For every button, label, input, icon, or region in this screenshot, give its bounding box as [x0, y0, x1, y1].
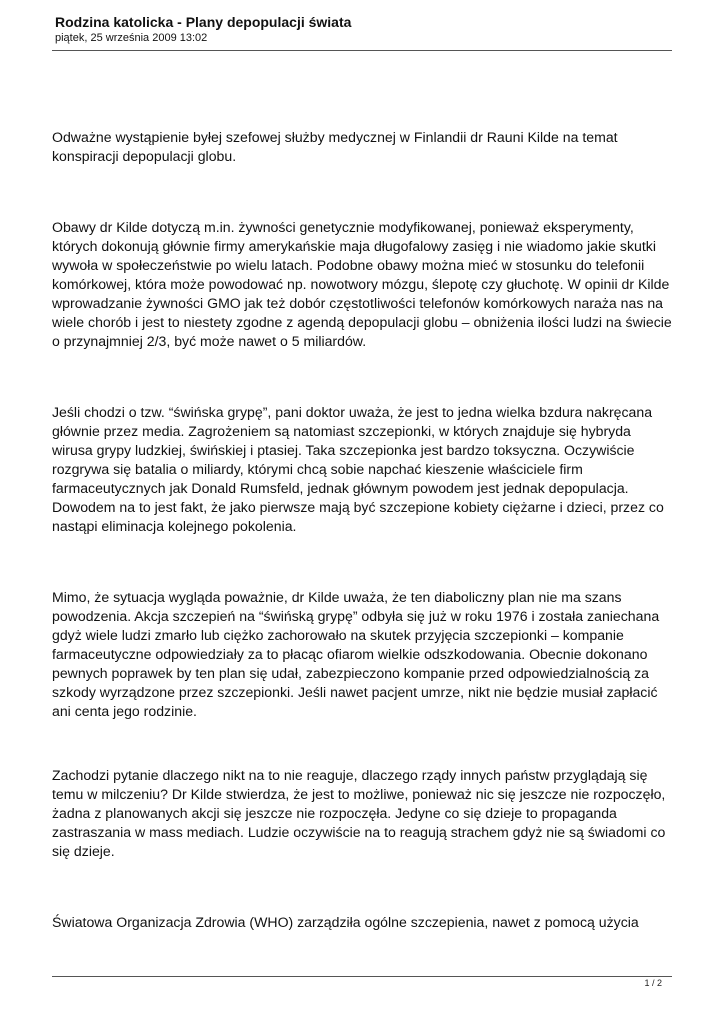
- paragraph-intro: Odważne wystąpienie byłej szefowej służby medycznej w Finlandii dr Rauni Kilde na temat konspiracji depopulacji globu.: [52, 129, 618, 164]
- page-number: 1 / 2: [644, 978, 662, 988]
- paragraph-1976-vaccination: Mimo, że sytuacja wygląda poważnie, dr Kilde uważa, że ten diaboliczny plan nie ma szans powodzenia. Akcja szczepień na “świńską grypę” odbyła się już w roku 1976 i została zaniechana gdyż wiele ludzi zmarło lub ciężko zachorowało na skutek przyjęcia szczepionki – kompanie farmaceutyczne odpowiedziały za to płacąc ofiarom wielkie odszkodowania. Obecnie dokonano pewnych poprawek by ten plan się udał, zabezpieczono kompanie przed odpowiedzialnością za szkody wyrządzone przez szczepionki. Jeśli nawet pacjent umrze, nikt nie będzie musiał zapłacić ani centa jego rodzinie.: [52, 589, 660, 719]
- paragraph-no-reaction: Zachodzi pytanie dlaczego nikt na to nie reaguje, dlaczego rządy innych państw przyglądają się temu w milczeniu? Dr Kilde stwierdza, że jest to możliwe, ponieważ nic się jeszcze nie rozpoczęło, żadna z planowanych akcji się jeszcze nie rozpoczęła. Jedyne co się dzieje to propaganda zastraszania w mass mediach. Ludzie oczywiście na to reagują strachem gdyż nie są świadomi co się dzieje.: [52, 767, 666, 859]
- paragraph-gmo-concerns: Obawy dr Kilde dotyczą m.in. żywności genetycznie modyfikowanej, ponieważ eksperymenty, których dokonują głównie firmy amerykańskie maja długofalowy zasięg i nie wiadomo jakie skutki wywoła w społeczeństwie po wielu latach. Podobne obawy można mieć w stosunku do telefonii komórkowej, która może powodować np. nowotwory mózgu, ślepotę czy głuchotę. W opinii dr Kilde wprowadzanie żywności GMO jak też dobór częstotliwości telefonów komórkowych naraża nas na wiele chorób i jest to niestety zgodne z agendą depopulacji globu – obniżenia ilości ludzi na świecie o przynajmniej 2/3, być może nawet o 5 miliardów.: [52, 219, 672, 349]
- footer-divider: [52, 976, 672, 977]
- publish-date: piątek, 25 września 2009 13:02: [55, 32, 208, 44]
- paragraph-swine-flu: Jeśli chodzi o tzw. “świńska grypę”, pani doktor uważa, że jest to jedna wielka bzdura nakręcana głównie przez media. Zagrożeniem są natomiast szczepionki, w których znajduje się hybryda wirusa grypy ludzkiej, świńskiej i ptasiej. Taka szczepionka jest bardzo toksyczna. Oczywiście rozgrywa się batalia o miliardy, którymi chcą sobie napchać kieszenie właściciele firm farmaceutycznych jak Donald Rumsfeld, jednak głównym powodem jest jednak depopulacja. Dowodem na to jest fakt, że jako pierwsze mają być szczepione kobiety ciężarne i dzieci, przez co nastąpi eliminacja kolejnego pokolenia.: [52, 404, 664, 534]
- paragraph-who: Światowa Organizacja Zdrowia (WHO) zarządziła ogólne szczepienia, nawet z pomocą użycia: [52, 914, 639, 930]
- page-title: Rodzina katolicka - Plany depopulacji świata: [55, 14, 352, 30]
- page-header: [55, 14, 672, 45]
- header-divider: [52, 50, 672, 51]
